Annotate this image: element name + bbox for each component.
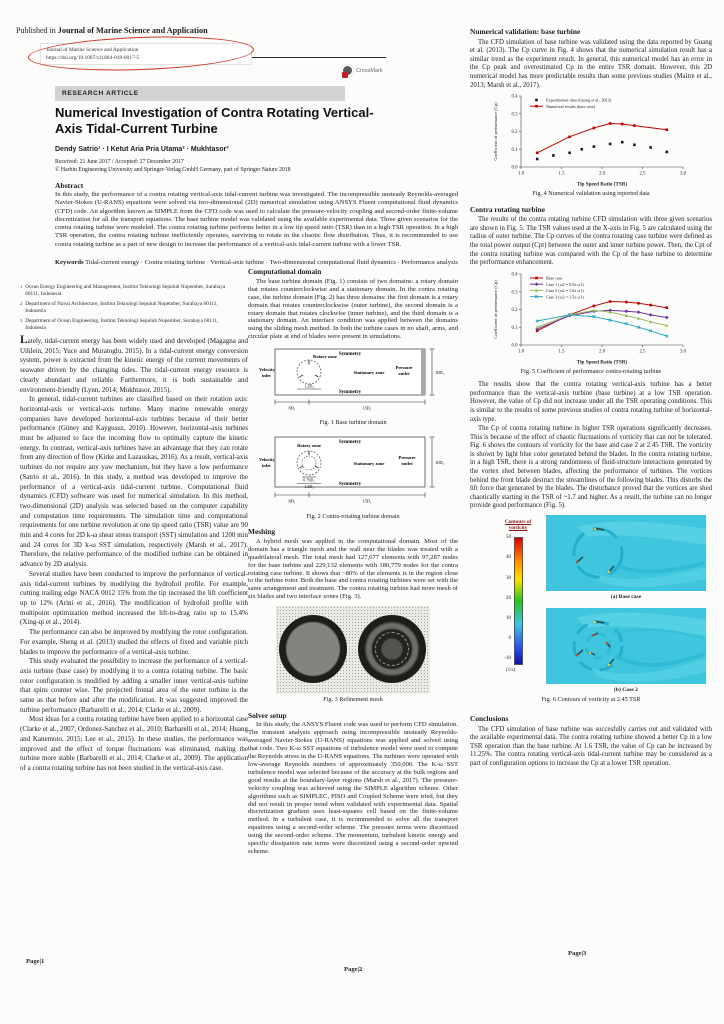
svg-text:Case 3 (ω2 = 1.5x ω1): Case 3 (ω2 = 1.5x ω1) [546,294,584,300]
svg-text:2.0: 2.0 [599,171,605,177]
fig2-dim-right: 15D₁ [362,498,372,504]
svg-text:1.5: 1.5 [558,171,565,177]
svg-text:0.2: 0.2 [511,307,518,313]
svg-text:Coefficient of performance (Cp: Coefficient of performance (Cp) [493,102,498,161]
colorbar-tick: 30 [506,575,511,581]
fig4-caption: Fig. 4 Numerical validation using reported data [532,190,650,198]
fig2-label-pressure-outlet: Pressure [398,454,416,460]
fig3-base-mesh-circle [279,615,347,683]
page-number-1: Page|1 [26,958,45,965]
authors-line: Dendy Satrio¹ · I Ketut Aria Pria Utama² · Mukhtasor³ [55,146,229,153]
fig2-label-stationary-zone: Stationary zone [353,460,385,466]
fig6-colorbar [514,537,523,665]
intro-paragraph: Several studies have been conducted to improve the performance of vertical-axis tidal-current turbines by modifying the hydrofoil profile. For example, cutting trailing edge NACA 0012 15% from the tip increased the lift coefficient up to 12% (Arini et al., 2016). The modification of hydrofoil profile with multipoint optimization method increased the lift-to-drag ratio up to 15.4% (Xing-qi et al., 2014). [20,569,248,627]
svg-text:Numerical results (base case): Numerical results (base case) [546,104,596,110]
svg-text:Experimental data (Guang et al: Experimental data (Guang et al., 2013) [546,97,612,103]
fig1-dim-height: 10D₁ [435,370,445,376]
paragraph-computational-domain: The base turbine domain (Fig. 1) consists of two domains: a rotary domain that rotates counterclockwise and a stationary domain. In the contra rotating case, the turbine domain (Fig. 2) has three domains: the first domain is a rotary domain that rotates counterclockwise (outer turbine), the second domain is a rotary domain that rotates clockwise (inner turbine), and the third domain is a stationary domain. An interface condition was applied between the domains using the sliding mesh method. In both the turbine cases in no shaft, arms, and circular plate at end of blades were present in simulations. [248,277,458,341]
colorbar-tick: 20 [506,595,511,601]
figure-2 [248,433,458,520]
page-number-2: Page|2 [344,966,363,973]
fig1-label-stationary-zone: Stationary zone [353,370,385,376]
intro-paragraph: In general, tidal-current turbines are classified based on their rotation axis: horizontal-axis or vertical-axis turbine. Many marine renewable energy companies have developed horizontal-axis turbines because of their better performance (Güney and Kaygusuz, 2010). However, horizontal-axis turbines must be adjusted to face the incoming flow to optimally capture the kinetic energy. In contrast, vertical-axis turbines have an advantage that they can rotate from any direction of flow (Kirke and Lazauskas, 2016). As a result, vertical-axis turbines do not require any yaw mechanism, but they have a low performance (Satrio et al., 2016). In this study, a method was developed to improve the performance of a vertical-axis tidal-current turbine. Computational fluid dynamics (CFD) software was used for numerical simulation. In this method, two-dimensional (2D) analysis was selected based on the computer capability and computation time requirements. The simulation time and computational requirements for one turbine revolution at one tip speed ratio (TSR) value are 90 min and 4 cores for 2D k-ω shear stress transport (SST) simulation and 1200 min and 24 cores for 3D k-ω SST simulation, respectively (Marsh et al., 2017). Therefore, the relative performance of the modified turbine can be obtained in advance by 2D analysis. [20,395,249,569]
paragraph-conclusions: The CFD simulation of base turbine was succesfully carries out and validated with the available experimental data. The contra rotating turbine showed a better Cp in a low TSR operation than the base turbine. At 1.6 TSR, the value of Cp can be increased by 11.25%. The contra rotating vertical-axis tidal-current turbine may be considered as a part of configuration options to increase the Cp at a lower TSR operation. [470,725,712,767]
fig2-dim-circle: 1.2D₁ [304,483,314,489]
fig1-label-velocity-inlet: Velocity [259,367,275,373]
svg-text:1.5: 1.5 [558,349,565,355]
svg-text:Tip Speed Ratio (TSR): Tip Speed Ratio (TSR) [576,181,628,188]
fig1-caption: Fig. 1 Base turbine domain [319,419,387,427]
fig2-dim-left: 8D₁ [288,498,296,504]
fig6-caption: Fig. 6 Contours of vorticity at 2.45 TSR [541,696,641,704]
fig1-dim-circle: 1.2D₁ [304,383,314,389]
colorbar-tick: -10 [504,656,511,662]
svg-text:0.4: 0.4 [511,272,518,278]
fig3-contra-mesh-circle [358,615,426,683]
published-journal-name: Journal of Marine Science and Application [57,26,208,35]
doi-journal-line: Journal of Marine Science and Application [46,47,139,53]
paragraph-meshing: A hybrid mesh was applied in the computational domain. Most of the domain has a triangle mesh and the wall near the blades was treated with a quadrilateral mesh. The total mesh had 127,677 elements with 97,287 nodes for the base turbine and 229,132 elements with 180,779 nodes for the contra rotating case turbine. It shows that ~80% of the elements is in the region close to the turbine rotor. Both the base and contra rotating turbines were set with the same arrangement and treatment. The contra rotating turbine had more mesh of six blades and two interface zones (Fig. 3). [248,537,458,601]
fig6-subcaption-b: (b) Case 2 [614,687,638,694]
fig1-domain-diagram [257,345,449,417]
intro-paragraph: Most ideas for a contra rotating turbine have been applied to a horizontal case (Clarke et al., 2007; Ordonez-Sanchez et al., 2010; Barbarelli et al., 2014; Huang and Kanemoto, 2015; Lee et al., 2015). In these studies, the performance was improved and the effect of torque fluctuations was eliminated, making the turbine more stable (Barbarelli et al., 2014; Clarke et al., 2009). The application of a contra rotating turbine has not been studied in the vertical-axis case. [20,715,248,772]
fig6-colorbar-ticks [492,534,511,664]
column-page1-body [20,336,248,774]
fig1-label-pressure-outlet: Pressure [395,365,413,371]
copyright-line: © Harbin Engineering University and Springer-Verlag GmbH Germany, part of Springer Nature 2018 [55,167,291,173]
fig2-label-velocity-inlet2: inlet [262,462,271,468]
fig1-label-pressure-outlet2: outlet [398,371,410,377]
affiliation-item [20,301,236,314]
affiliation-number: 3 [20,318,23,324]
doi-link[interactable]: https://doi.org/10.1007/s11804-018-0017-5 [46,55,140,61]
colorbar-tick: 0 [508,636,511,642]
fig1-dim-left: 8D₁ [288,405,296,411]
svg-text:1.0: 1.0 [518,349,524,355]
crossmark-badge[interactable] [341,64,383,77]
fig6-colorbar-unit: (1/s) [506,668,516,674]
svg-text:2.5: 2.5 [639,171,646,177]
svg-text:3.0: 3.0 [680,349,686,355]
fig2-label-pressure-outlet2: outlet [401,460,413,466]
svg-text:0.4: 0.4 [511,94,518,100]
svg-text:0.0: 0.0 [511,165,518,171]
fig6-vorticity-base-case-image [546,515,706,591]
fig1-label-symmetry-top: Symmetry [338,352,362,358]
colorbar-tick: 10 [506,615,511,621]
figure-5 [470,270,712,375]
svg-text:2.0: 2.0 [599,349,605,355]
figure-1 [248,345,458,426]
fig5-chart [491,270,691,366]
svg-text:Tip Speed Ratio (TSR): Tip Speed Ratio (TSR) [576,359,628,366]
column-page3-body [470,28,712,770]
paragraph-contra-rotating: The results of the contra rotating turbine CFD simulation with three given scenarios are shown in Fig. 5. The TSR values used at the X-axis in Fig. 5 are calculated using the radius of outer turbine. The Cp curves of the contra rotating case turbine were defined as the total power output (Cpt) between the outer and inner turbine power. Then, the Cpt of the contra rotating turbine was compared with the Cp of the base turbine to determine the performance enhancement. [470,216,712,267]
published-prefix: Published in [16,26,56,35]
affiliation-text: Ocean Energy Engineering and Management, Institut Teknologi Sepuluh Nopember, Surabaya 60111, Indonesia [25,284,226,297]
page-title: Numerical Investigation of Contra Rotating Vertical-Axis Tidal-Current Turbine [55,105,374,136]
affiliation-number: 1 [20,284,23,289]
fig6-vorticity-case2-image [546,608,706,684]
fig5-caption: Fig. 5 Coefficient of performance contra-rotating turbine [520,367,662,375]
affiliation-item [20,318,236,331]
fig6-subcaption-a: (a) Base case [610,594,642,601]
affiliations [20,284,236,336]
svg-text:0.3: 0.3 [511,112,518,118]
abstract-heading: Abstract [55,181,84,190]
heading-conclusions: Conclusions [470,714,509,724]
paragraph-solver-setup: In this study, the ANSYS Fluent code was used to perform CFD simulation. The transient analysis approach using incompressible unsteady Reynolds-averaged Navier-Stokes (U-RANS) equations was applied and solved using that code. Two K-ω SST equations of turbulence model were used to compute the Reynolds stress in the U-RANS equations. The turbines were operated with low-average Reynolds numbers of approximately 350,000. The K-ω SST turbulence model was selected because of the accuracy at the bulk regions and good results at the boundary-layer regions (Marsh et al., 2017). The pressure-velocity coupling was achieved using the SIMPLE algorithm scheme. Other algorithms such as SIMPLEC, PISO and Coupled Scheme were tried, but they did not result in proper trend when validated with experimental data. Spatial discretization gradient uses least-squares cell based on the finite-volume method. In a turbulent case, it is recommended to solve all the transport equations using a second-order scheme. The pressure terms were discretized using the second-order scheme. The momentum, turbulent kinetic energy and specific dissipation rate terms were discretized using a second-order upwind scheme. [248,721,458,855]
affiliation-text: Department of Ocean Engineering, Institut Teknologi Sepuluh Nopember, Surabaya 60111, Indonesia [25,318,219,331]
colorbar-tick: 40 [506,555,511,561]
svg-text:Base case: Base case [546,275,563,281]
column-page2-body [248,268,458,857]
doi-box [40,43,252,65]
keywords-text: Tidal-current energy · Contra rotating turbine · Vertical-axis turbine · Two-dimensional computational fluid dynamics · Performance analysis [85,259,458,266]
fig2-dim-inner: 0.79D₁ [303,477,315,483]
intro-paragraph: The performance can also be improved by modifying the rotor configuration. For example, Sheng et al. (2013) studied the effects of fixed and variable pitch blades to improve the performance of a vertical-axis turbine. [20,628,248,656]
affiliation-text: Department of Naval Architecture, Institut Teknologi Sepuluh Nopember, Surabaya 60111, Indonesia [25,301,218,314]
svg-text:Case 2 (ω2 = 1.0x ω1): Case 2 (ω2 = 1.0x ω1) [546,287,584,293]
affiliation-item [20,284,236,297]
fig2-domain-diagram [257,433,449,511]
fig3-inner-interface-ring [375,632,409,666]
svg-text:2.5: 2.5 [639,349,646,355]
heading-contra-rotating: Contra rotating turbine [470,204,545,214]
fig2-caption: Fig. 2 Contra-rotating turbine domain [306,512,400,520]
intro-paragraph: This study evaluated the possibility to increase the performance of a vertical-axis turbine (base case) by modifying it to a contra rotating turbine. The basic rotor configuration is modified by adding a smaller inner vertical-axis turbine that spins counter wise. The projected frontal area of the outer turbine is the same as that before and after the modification. It was suggested improved the turbine performance (Barbarelli et al., 2014; Clarke et al., 2009). [20,657,248,714]
heading-meshing: Meshing [248,526,276,536]
fig6-colorbar-title: Contours of vorticity [504,519,532,532]
svg-text:0.0: 0.0 [511,343,518,349]
fig3-caption: Fig. 3 Refinement mesh [323,696,383,704]
fig1-label-symmetry-bottom: Symmetry [338,390,362,396]
svg-text:Case 1 (ω2 = 0.5x ω1): Case 1 (ω2 = 0.5x ω1) [546,281,584,287]
affiliation-number: 2 [20,301,23,307]
fig2-label-velocity-inlet: Velocity [259,456,275,462]
fig1-dim-right: 15D₁ [362,405,372,411]
abstract-text: In this study, the performance of a contra rotating vertical-axis tidal-current turbine was investigated. The incompressible unsteady Reynolds-averaged Navier-Stokes (U-RANS) equations were solved via two-dimensional (2D) numerical simulation using ANSYS Fluent computational fluid dynamics (CFD) code. An algorithm known as SIMPLE from the CFD code was used to calculate the pressure-velocity coupling and second-order finite-volume discretization for all the transport equations. The base turbine model was validated using the available experimental data. Three given scenarios for the contra rotating turbine were modeled. The contra rotating turbine performs better in a low tip speed ratio (TSR) than in a high TSR operation. In a high TSR operation, the contra rotating turbine inefficiently operates, surviving to rotate in the chaotic flow distribution. Thus, it is recommended to use contra rotating turbine as a part of new design to increase the performance of a vertical-axis tidal-current turbine with a lower TSR. [55,191,458,248]
svg-text:0.1: 0.1 [511,325,518,331]
figure-4 [470,92,712,197]
fig4-chart [491,92,691,188]
published-line [16,26,208,35]
fig1-outlet-bar [421,349,425,395]
crossmark-icon [341,64,354,77]
fig2-dim-height: 10D₁ [435,459,445,465]
svg-text:3.0: 3.0 [680,171,686,177]
fig2-label-rotary-zone: Rotary zone [297,442,321,448]
colorbar-tick: 50 [506,535,511,541]
paragraph-results-1: The results show that the contra rotating vertical-axis turbine has a better performance than the vertical-axis turbine (base turbine) at a low TSR operation. However, the value of Cp did not increase under all the TSR operating conditions. This is similar to the results of some previous studies of contra rotating turbine of horizontal-axis type. [470,381,712,423]
svg-text:0.1: 0.1 [511,148,518,154]
heading-computational-domain: Computational domain [248,267,322,276]
heading-solver-setup: Solver setup [248,710,287,720]
svg-text:Coefficient of performance (Cp: Coefficient of performance (Cp) [493,280,498,339]
keywords-label: Keywords [55,259,84,266]
figure-3 [248,606,458,703]
article-type-bar: RESEARCH ARTICLE [55,86,345,101]
svg-text:0.2: 0.2 [511,130,518,136]
paragraph-results-2: The Cp of contra rotating turbine in higher TSR operations significantly decreases. This is because of the effect of chaotic fluctuations of vorticity that can not be tolerated. Fig. 6 shows the contours of vorticity for the base and case 2 at 2.45 TSR. The vorticity is shown by light blue color generated behind the blades. In the contra rotating turbine, in a high TSR, there is a strong randomness of fluid-structure interactions generated by the vortex shed between blades, affecting the performance of turbines. The vortices behind the front blade destruct the streamlines of the following blades. This disturbs the lift force that generated by the blades. The disturbance proved that the vortices are shed chaotically starting in the TSR of ~1.7 and higher. As a result, the turbine can no longer provide good performance (Fig. 5). [470,425,712,510]
figure-6 [470,515,712,707]
header-rule [252,57,386,58]
fig1-label-rotary-zone: Rotary zone [313,354,337,360]
fig3-mesh-image [276,606,430,694]
received-line: Received: 21 June 2017 / Accepted: 27 December 2017 [55,159,184,165]
fig2-label-symmetry-bottom: Symmetry [338,481,362,487]
crossmark-label: CrossMark [356,67,383,74]
fig2-label-symmetry-top: Symmetry [338,439,362,445]
intro-paragraph: Lately, tidal-current energy has been widely used and developed (Magagna and Uihlein, 2015; Yuce and Muratoglu, 2015). In a tidal-current energy conversion system, power is extracted from the kinetic energy of the current movements of seawater driven by the changing tides. The tidal-current energy resource is clearly abundant and reliable. Furthermore, it is both sustainable and environment-friendly (Lynn, 2014; Mukhtasor, 2015). [20,334,248,394]
heading-numerical-validation: Numerical validation: base turbine [470,27,581,36]
paragraph-validation: The CFD simulation of base turbine was validated using the data reported by Guang et al. (2013). The Cp curve in Fig. 4 shows that the numerical simulation result has a similar trend as the experiment result. In general, this numerical model has an error in the Cp peak and overestimated Cp in the entire TSR domain. However, this 2D numerical model has more predictable results than some previous studies (Maitre et al., 2013; Marsh et al., 2017). [470,38,712,89]
svg-text:1.0: 1.0 [518,171,524,177]
svg-text:0.3: 0.3 [511,290,518,296]
fig1-label-velocity-inlet2: inlet [262,373,271,379]
page-number-3: Page|3 [568,950,587,957]
